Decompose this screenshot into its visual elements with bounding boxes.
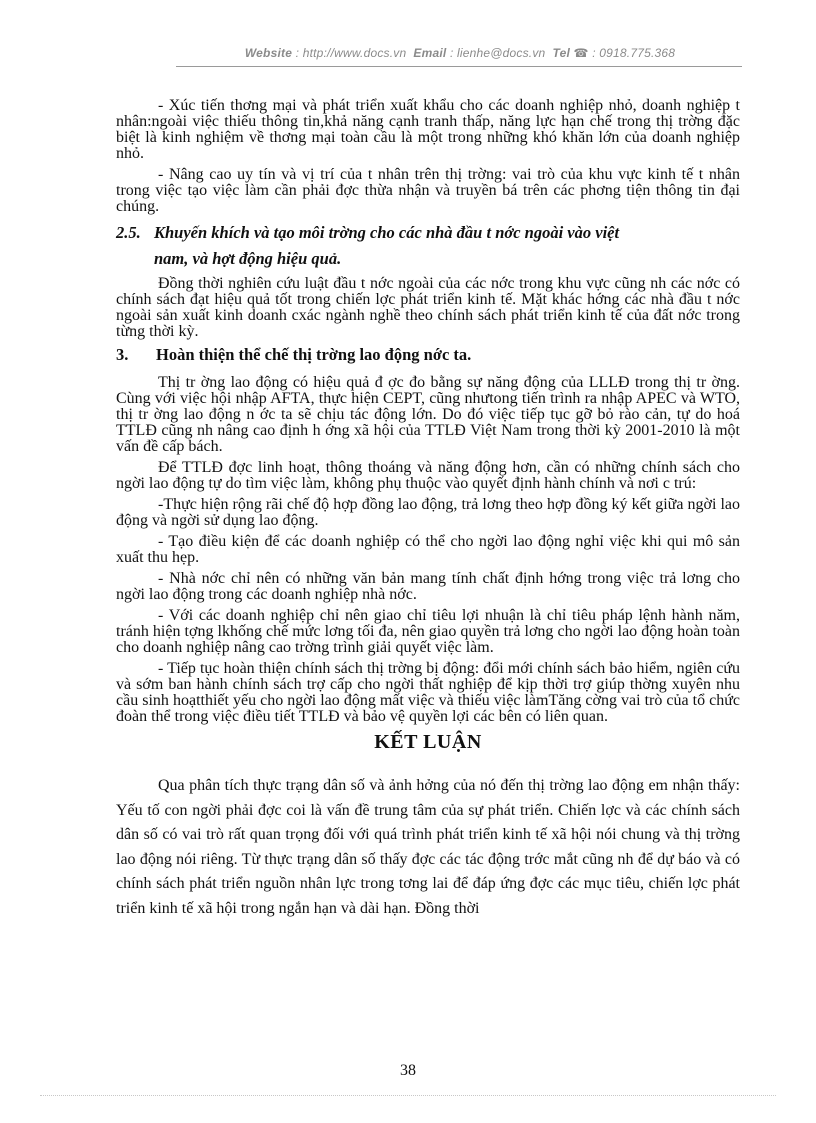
tel-number: : 0918.775.368 — [592, 46, 676, 60]
paragraph: Để TTLĐ đợc linh hoạt, thông thoáng và năng động hơn, cần có những chính sách cho ngời lao động tự do tìm việc làm, không phụ thuộc vào quyết định hành chính và nơi c trú: — [116, 459, 740, 492]
list-item: - Nhà nớc chỉ nên có những văn bản mang tính chất định hớng trong việc trả lơng cho ngời lao động trong các doanh nghiệp nhà nớc. — [116, 570, 740, 603]
website-label: Website — [244, 46, 293, 60]
section-title: Hoàn thiện thể chế thị trờng lao động nớc ta. — [156, 345, 472, 364]
section-heading-2-5 — [116, 220, 740, 272]
section-title-line1: Khuyến khích và tạo môi trờng cho các nhà đầu t nớc ngoài vào việt — [154, 223, 620, 242]
email-address: : lienhe@docs.vn — [449, 46, 546, 60]
page-header — [180, 46, 740, 60]
paragraph: - Nâng cao uy tín và vị trí của t nhân trên thị trờng: vai trò của khu vực kinh tế t nhân trong việc tạo việc làm cần phải đợc thừa nhận và truyền bá trên các phơng tiện thông tin đại chúng. — [116, 166, 740, 215]
list-item: - Tạo điều kiện để các doanh nghiệp có thể cho ngời lao động nghỉ việc khi qui mô sản xuất thu hẹp. — [116, 533, 740, 566]
list-item: - Với các doanh nghiệp chỉ nên giao chỉ tiêu lợi nhuận là chỉ tiêu pháp lệnh hành năm, tránh hiện tợng lkhống chế mức lơng tối đa, nên giao quyền trả lơng cho ngời lao động hoàn toàn cho doanh nghiệp nâng cao trờng trình giải quyết việc làm. — [116, 607, 740, 656]
tel-label: Tel ☎ — [552, 46, 589, 60]
paragraph: - Xúc tiến thơng mại và phát triển xuất khẩu cho các doanh nghiệp nhỏ, doanh nghiệp t nhân:ngoài việc thiếu thông tin,khả năng cạnh tranh thấp, năng lực hạn chế trong thị trờng đặc biệt là kinh nghiệm về thơng mại toàn cầu là một trong những khó khăn lớn của doanh nghiệp nhỏ. — [116, 97, 740, 162]
header-divider — [176, 66, 742, 67]
conclusion-title: KẾT LUẬN — [374, 731, 482, 753]
conclusion-paragraph: Qua phân tích thực trạng dân số và ảnh hởng của nó đến thị trờng lao động em nhận thấy: Yếu tố con ngời phải đợc coi là vấn đề trung tâm của sự phát triển. Chiến lợc và các chính sách dân số có vai trò rất quan trọng đối với quá trình phát triển kinh tế xã hội nói chung và thị trờng lao động nói riêng. Từ thực trạng dân số thấy đợc các tác động trớc mắt cũng nh để dự báo và có chính sách phát triển nguồn nhân lực trong tơng lai để đáp ứng đợc các mục tiêu, chiến lợc phát triển kinh tế xã hội trong ngắn hạn và dài hạn. Đồng thời — [116, 777, 740, 917]
list-item: - Tiếp tục hoàn thiện chính sách thị trờng bị động: đổi mới chính sách bảo hiểm, ngiên cứu và sớm ban hành chính sách trợ cấp cho ngời thất nghiệp để kịp thời trợ giúp thờng xuyên nhu cầu sinh hoạtthiết yếu cho ngời lao động mất việc và thiếu việc làmTăng cờng vai trò của tổ chức đoàn thể trong việc điều tiết TTLĐ và bảo vệ quyền lợi các bên có liên quan. — [116, 660, 740, 725]
page-number: 38 — [400, 1062, 416, 1079]
document-body — [116, 98, 740, 921]
website-url: : http://www.docs.vn — [295, 46, 407, 60]
email-label: Email — [413, 46, 447, 60]
section-number: 3. — [116, 345, 129, 364]
list-item: -Thực hiện rộng rãi chế độ hợp đồng lao động, trả lơng theo hợp đồng ký kết giữa ngời lao động và ngời sử dụng lao động. — [116, 496, 740, 529]
section-number: 2.5. — [116, 223, 141, 242]
paragraph: Đồng thời nghiên cứu luật đầu t nớc ngoài của các nớc trong khu vực cũng nh các nớc có chính sách đạt hiệu quả tốt trong chiến lợc phát triển kinh tế. Mặt khác hớng các nhà đầu t nớc ngoài sản xuất kinh doanh cxác ngành nghề theo chính sách phát triển kinh tế của đất nớc trong từng thời kỳ. — [116, 275, 740, 340]
section-title-line2: nam, và hợt động hiệu quả. — [154, 249, 342, 268]
paragraph: Thị tr ờng lao động có hiệu quả đ ợc đo bằng sự năng động của LLLĐ trong thị tr ờng. Cùng với việc hội nhập AFTA, thực hiện CEPT, cũng nhưtong tiến trình ra nhập APEC và WTO, thị tr ờng lao động n ớc ta sẽ chịu tác động lớn. Do đó việc tiếp tục gỡ bỏ rào cản, tự do hoá TTLĐ cũng nh nâng cao định h ớng xã hội của TTLĐ Việt Nam trong thời kỳ 2001-2010 là một vấn đề cấp bách. — [116, 374, 740, 455]
footer-divider — [40, 1095, 776, 1096]
section-heading-3 — [116, 345, 740, 365]
